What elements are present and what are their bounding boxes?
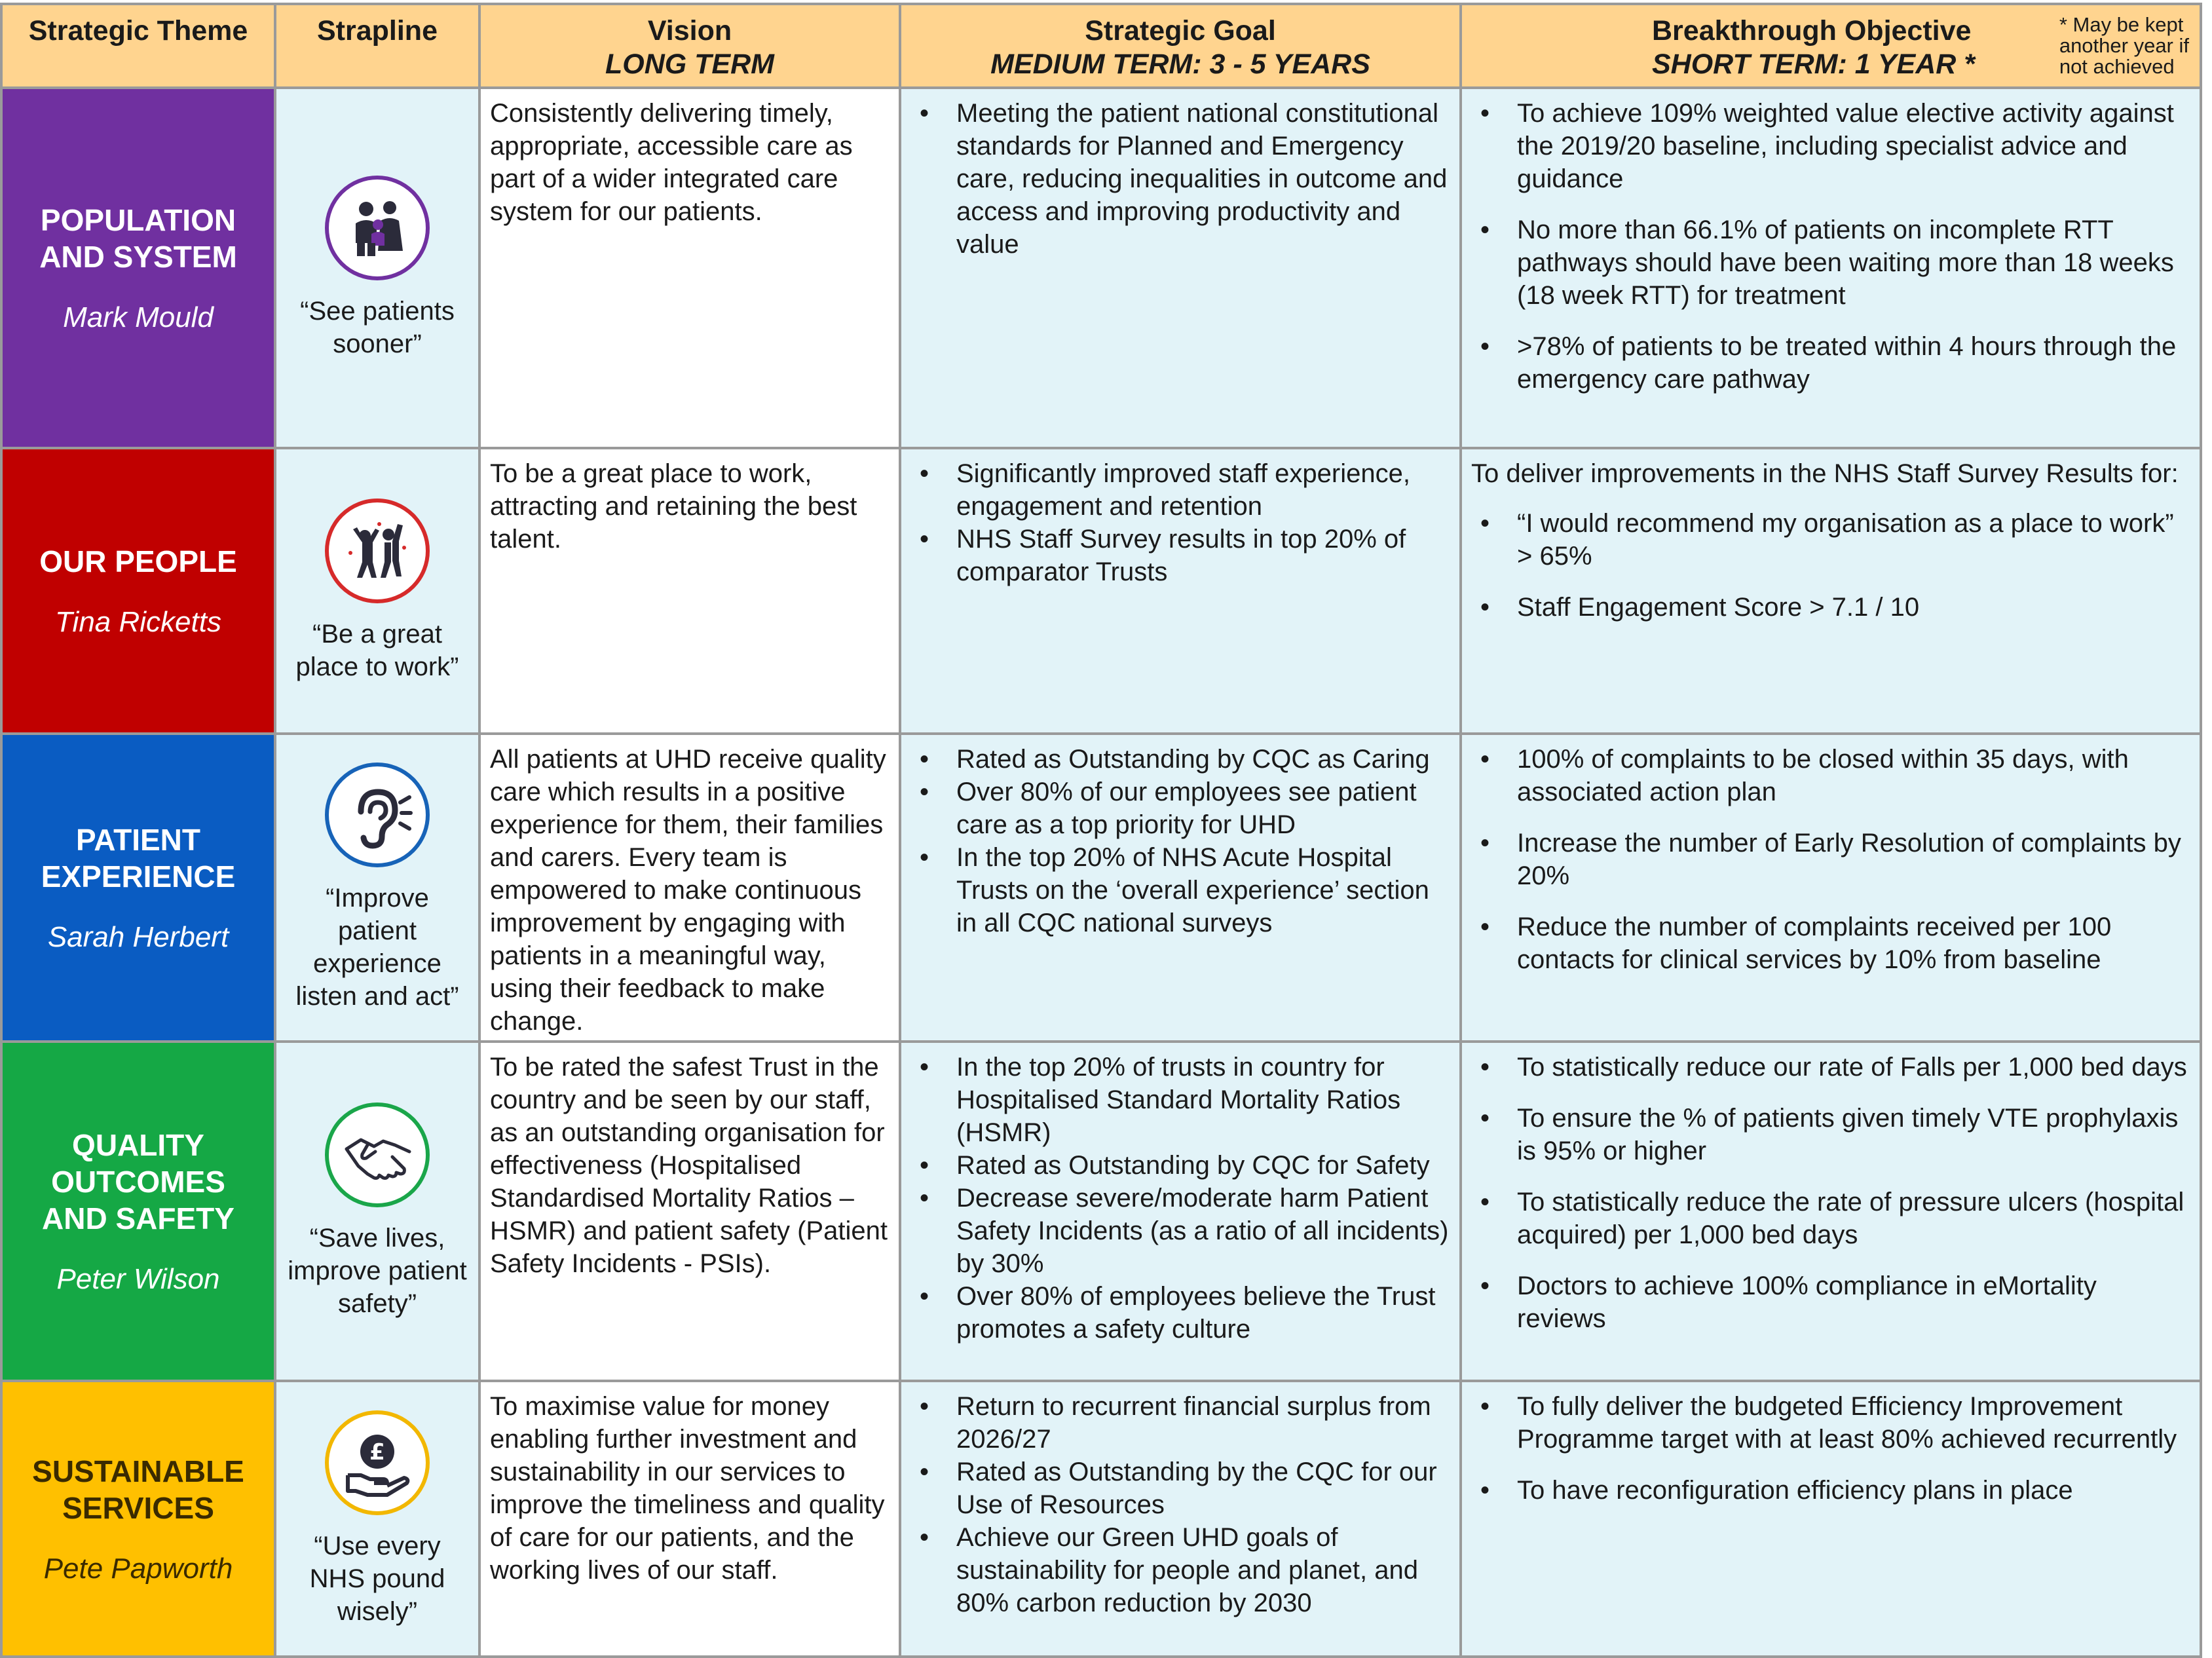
footnote-line-2: another year if xyxy=(2059,34,2189,57)
theme-quality xyxy=(3,1043,276,1382)
goal-population xyxy=(901,89,1462,449)
objective-item: • “I would recommend my organisation as a place to work” > 65% xyxy=(1471,507,2190,573)
strapline-people xyxy=(276,449,481,735)
header-goal-term: MEDIUM TERM: 3 - 5 YEARS xyxy=(990,48,1370,80)
strapline-patient-experience xyxy=(276,735,481,1043)
objective-people xyxy=(1462,449,2202,735)
header-footnote xyxy=(2059,14,2189,77)
theme-lead: Sarah Herbert xyxy=(47,921,229,953)
header-goal xyxy=(901,5,1462,89)
goal-item: • Meeting the patient national constitutional standards for Planned and Emergency care, reducing inequalities in outcome and access and improving productivity and value xyxy=(910,97,1450,261)
objective-item: • Staff Engagement Score > 7.1 / 10 xyxy=(1471,591,2190,624)
goal-item: • Over 80% of employees believe the Trust promotes a safety culture xyxy=(910,1280,1450,1346)
objective-patient-experience xyxy=(1462,735,2202,1043)
objective-item: • To achieve 109% weighted value elective activity against the 2019/20 baseline, including specialist advice and guidance xyxy=(1471,97,2190,195)
goal-quality xyxy=(901,1043,1462,1382)
handshake-icon xyxy=(325,1102,430,1207)
objective-quality xyxy=(1462,1043,2202,1382)
objective-population xyxy=(1462,89,2202,449)
objective-item: • Increase the number of Early Resolution of complaints by 20% xyxy=(1471,827,2190,892)
strapline-text: “Improve patient experience listen and act” xyxy=(295,884,459,1011)
objective-item: • >78% of patients to be treated within 4 hours through the emergency care pathway xyxy=(1471,330,2190,396)
theme-lead: Tina Ricketts xyxy=(55,606,221,638)
footnote-line-1: * May be kept xyxy=(2059,13,2184,36)
vision-sustainable: To maximise value for money enabling further investment and sustainability in our services to improve the timeliness and quality of care for our patients, and the working lives of our staff. xyxy=(481,1382,901,1658)
goal-item: • Rated as Outstanding by the CQC for our Use of Resources xyxy=(910,1456,1450,1521)
strapline-text: “Save lives, improve patient safety” xyxy=(288,1224,467,1318)
goal-people xyxy=(901,449,1462,735)
strapline-text: “Use every NHS pound wisely” xyxy=(309,1531,445,1626)
goal-item: • NHS Staff Survey results in top 20% of comparator Trusts xyxy=(910,523,1450,588)
theme-lead: Mark Mould xyxy=(63,301,214,333)
goal-item: • In the top 20% of NHS Acute Hospital Trusts on the ‘overall experience’ section in all CQC national surveys xyxy=(910,841,1450,939)
goal-item: • Significantly improved staff experience, engagement and retention xyxy=(910,457,1450,523)
theme-name: QUALITY OUTCOMES AND SAFETY xyxy=(42,1128,234,1235)
objective-item: • To have reconfiguration efficiency plans in place xyxy=(1471,1474,2190,1507)
header-vision-label: Vision xyxy=(647,15,732,47)
objective-item: • Reduce the number of complaints received per 100 contacts for clinical services by 10% from baseline xyxy=(1471,911,2190,976)
goal-item: • Achieve our Green UHD goals of sustainability for people and planet, and 80% carbon reduction by 2030 xyxy=(910,1521,1450,1619)
vision-quality: To be rated the safest Trust in the country and be seen by our staff, as an outstanding organisation for effectiveness (Hospitalised Standardised Mortality Ratios – HSMR) and patient safety (Patient Safety Incidents - PSIs). xyxy=(481,1043,901,1382)
theme-sustainable xyxy=(3,1382,276,1658)
header-objective xyxy=(1462,5,2202,89)
header-goal-label: Strategic Goal xyxy=(1085,15,1276,47)
celebrating-people-icon xyxy=(325,499,430,603)
theme-name: POPULATION AND SYSTEM xyxy=(39,203,237,274)
strapline-sustainable xyxy=(276,1382,481,1658)
goal-item: • In the top 20% of trusts in country for Hospitalised Standard Mortality Ratios (HSMR) xyxy=(910,1051,1450,1149)
theme-lead: Pete Papworth xyxy=(43,1552,233,1585)
header-objective-label: Breakthrough Objective xyxy=(1652,15,1972,47)
header-vision xyxy=(481,5,901,89)
header-strapline-label: Strapline xyxy=(317,15,438,47)
goal-item: • Rated as Outstanding by CQC for Safety xyxy=(910,1149,1450,1182)
listening-ear-icon xyxy=(325,763,430,867)
objective-item: • No more than 66.1% of patients on incomplete RTT pathways should have been waiting more than 18 weeks (18 week RTT) for treatment xyxy=(1471,214,2190,312)
header-theme xyxy=(3,5,276,89)
pound-coin-hand-icon xyxy=(325,1410,430,1515)
footnote-line-3: not achieved xyxy=(2059,55,2175,78)
goal-sustainable xyxy=(901,1382,1462,1658)
strapline-text: “Be a great place to work” xyxy=(295,620,459,681)
strapline-population xyxy=(276,89,481,449)
objective-item: • To statistically reduce our rate of Falls per 1,000 bed days xyxy=(1471,1051,2190,1083)
goal-item: • Rated as Outstanding by CQC as Caring xyxy=(910,743,1450,776)
theme-lead: Peter Wilson xyxy=(56,1263,220,1295)
goal-item: • Over 80% of our employees see patient care as a top priority for UHD xyxy=(910,776,1450,841)
objective-sustainable xyxy=(1462,1382,2202,1658)
family-icon xyxy=(325,176,430,280)
svg-text:£: £ xyxy=(369,1439,385,1465)
strategy-table xyxy=(0,3,2202,1658)
header-strapline xyxy=(276,5,481,89)
header-theme-label: Strategic Theme xyxy=(28,15,248,47)
header-objective-term: SHORT TERM: 1 YEAR * xyxy=(1652,48,1975,80)
theme-population xyxy=(3,89,276,449)
vision-population: Consistently delivering timely, appropriate, accessible care as part of a wider integrated care system for our patients. xyxy=(481,89,901,449)
goal-item: • Decrease severe/moderate harm Patient Safety Incidents (as a ratio of all incidents) by 30% xyxy=(910,1182,1450,1280)
objective-item: • Doctors to achieve 100% compliance in eMortality reviews xyxy=(1471,1270,2190,1335)
theme-name: OUR PEOPLE xyxy=(39,544,237,578)
objective-item: • To statistically reduce the rate of pressure ulcers (hospital acquired) per 1,000 bed days xyxy=(1471,1186,2190,1251)
strapline-text: “See patients sooner” xyxy=(300,297,455,358)
objective-intro: To deliver improvements in the NHS Staff Survey Results for: xyxy=(1471,459,2179,488)
objective-item: • 100% of complaints to be closed within 35 days, with associated action plan xyxy=(1471,743,2190,808)
header-vision-term: LONG TERM xyxy=(605,48,774,80)
vision-people: To be a great place to work, attracting and retaining the best talent. xyxy=(481,449,901,735)
objective-item: • To ensure the % of patients given timely VTE prophylaxis is 95% or higher xyxy=(1471,1102,2190,1167)
goal-item: • Return to recurrent financial surplus from 2026/27 xyxy=(910,1390,1450,1456)
strapline-quality xyxy=(276,1043,481,1382)
theme-patient-experience xyxy=(3,735,276,1043)
goal-patient-experience xyxy=(901,735,1462,1043)
theme-people xyxy=(3,449,276,735)
theme-name: PATIENT EXPERIENCE xyxy=(41,823,236,894)
objective-item: • To fully deliver the budgeted Efficiency Improvement Programme target with at least 80% achieved recurrently xyxy=(1471,1390,2190,1456)
theme-name: SUSTAINABLE SERVICES xyxy=(32,1454,244,1525)
vision-patient-experience: All patients at UHD receive quality care which results in a positive experience for them, their families and carers. Every team is empowered to make continuous improvement by engaging with patients in a meaningful way, using their feedback to make change. xyxy=(481,735,901,1043)
